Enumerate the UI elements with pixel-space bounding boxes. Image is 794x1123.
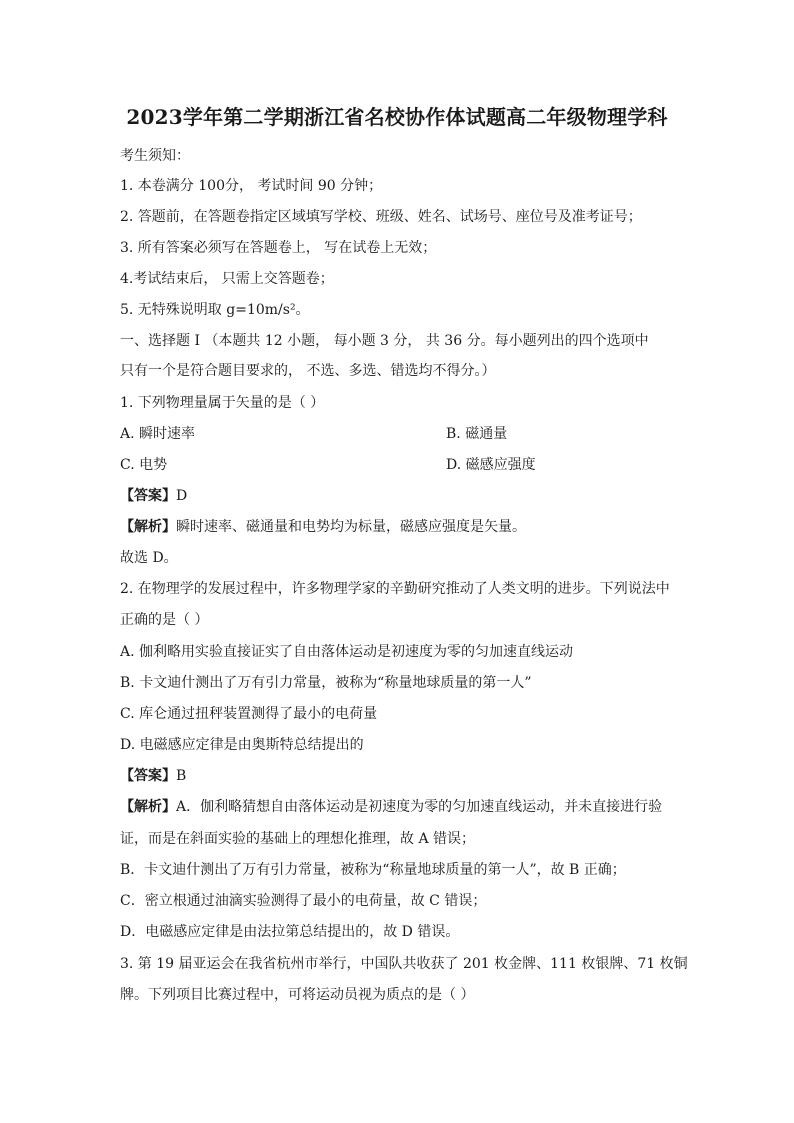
q1-analysis [120,517,526,537]
q1-option-b: B. 磁通量 [446,426,508,442]
q2-option-d: D. 电磁感应定律是由奥斯特总结提出的 [120,737,364,753]
notice-item-5: 5. 无特殊说明取 g=10m/s²。 [120,302,310,318]
q2-analysis-line-2: 证，而是在斜面实验的基础上的理想化推理，故 A 错误； [120,831,476,847]
q2-answer-value: B [176,768,187,784]
q2-analysis-line-5: D．电磁感应定律是由法拉第总结提出的，故 D 错误。 [120,924,460,940]
q2-answer-label: 【答案】 [120,768,176,784]
q2-stem-line-1: 2. 在物理学的发展过程中，许多物理学家的辛勤研究推动了人类文明的进步。下列说法中 [120,581,670,597]
notice-item-2: 2. 答题前，在答题卷指定区域填写学校、班级、姓名、试场号、座位号及准考证号； [120,209,642,225]
q2-analysis-label: 【解析】 [120,799,176,815]
q2-option-c: C. 库仑通过扭秤装置测得了最小的电荷量 [120,706,378,722]
notice-item-1: 1. 本卷满分 100分， 考试时间 90 分钟； [120,178,383,194]
q2-option-b: B. 卡文迪什测出了万有引力常量，被称为“称量地球质量的第一人” [120,675,532,691]
q1-conclusion: 故选 D。 [120,550,178,566]
q2-analysis-text-1: A．伽利略猜想自由落体运动是初速度为零的匀加速直线运动，并未直接进行验 [176,799,663,815]
q2-analysis-line-1 [120,797,662,817]
q1-analysis-text: 瞬时速率、磁通量和电势均为标量，磁感应强度是矢量。 [176,519,526,535]
section-heading-line-1: 一、选择题 I （本题共 12 小题， 每小题 3 分， 共 36 分。每小题列出的四个选项中 [120,333,649,349]
notice-item-4: 4.考试结束后， 只需上交答题卷； [120,271,334,287]
q1-analysis-label: 【解析】 [120,519,176,535]
q1-answer-label: 【答案】 [120,488,176,504]
q1-option-c: C. 电势 [120,457,168,473]
notice-item-3: 3. 所有答案必须写在答题卷上， 写在试卷上无效； [120,240,437,256]
q1-option-a: A. 瞬时速率 [120,426,196,442]
section-heading-line-2: 只有一个是符合题目要求的， 不选、多选、错选均不得分。） [120,363,496,379]
q2-option-a: A. 伽利略用实验直接证实了自由落体运动是初速度为零的匀加速直线运动 [120,644,574,660]
q1-stem: 1. 下列物理量属于矢量的是（ ） [120,395,325,411]
q2-analysis-line-3: B．卡文迪什测出了万有引力常量，被称为“称量地球质量的第一人”，故 B 正确； [120,862,626,878]
q2-analysis-line-4: C．密立根通过油滴实验测得了最小的电荷量，故 C 错误； [120,893,487,909]
q2-stem-line-2: 正确的是（ ） [120,612,209,628]
notice-heading: 考生须知： [120,148,190,164]
q1-answer [120,486,187,506]
q1-option-d: D. 磁感应强度 [446,457,536,473]
q2-answer [120,766,186,786]
q3-stem-line-1: 3. 第 19 届亚运会在我省杭州市举行，中国队共收获了 201 枚金牌、111 枚银牌、71 枚铜 [120,956,688,972]
q3-stem-line-2: 牌。下列项目比赛过程中，可将运动员视为质点的是（ ） [120,987,475,1003]
q1-answer-value: D [176,488,188,504]
document-title: 2023学年第二学期浙江省名校协作体试题高二年级物理学科 [126,105,668,129]
